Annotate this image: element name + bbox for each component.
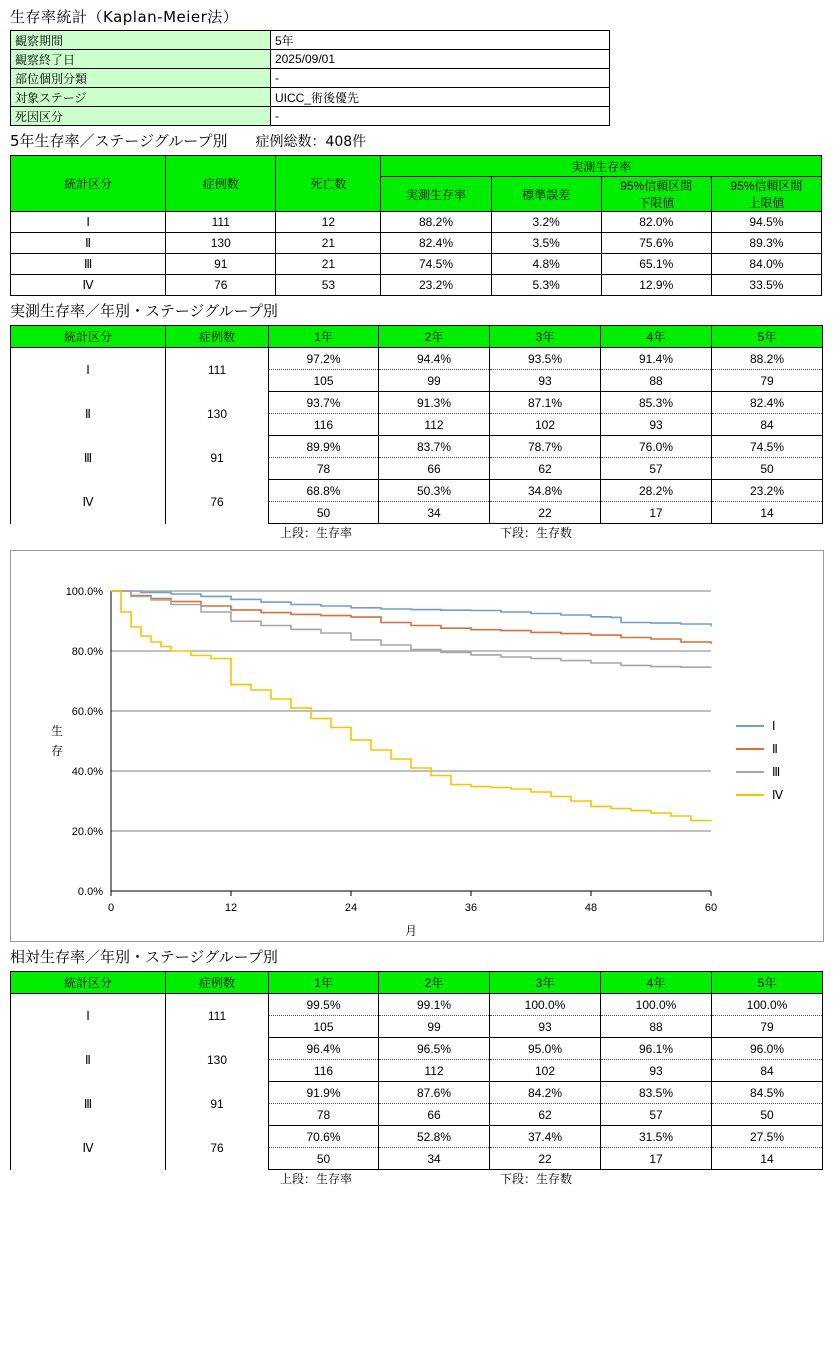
cell-rate-y3: 87.1%: [490, 392, 601, 414]
condition-label: 死因区分: [11, 107, 271, 126]
cell-count-y1: 50: [269, 1148, 379, 1170]
cell-count-y4: 93: [601, 414, 712, 436]
legend-label-2: Ⅱ: [772, 742, 778, 756]
table-header-row: [11, 326, 823, 348]
table-row: [11, 392, 823, 414]
table-row: [11, 212, 822, 233]
summary-total-cases: 症例総数：408件: [255, 134, 367, 150]
table-row: [11, 1038, 823, 1060]
cell-count-y2: 66: [379, 458, 490, 480]
cell-stage: Ⅱ: [11, 1038, 166, 1082]
cell-ci-high: 94.5%: [711, 212, 821, 233]
cell-se: 3.5%: [491, 233, 601, 254]
cell-rate-y2: 83.7%: [379, 436, 490, 458]
y-axis-tick-label: 40.0%: [71, 766, 103, 778]
cell-stage: Ⅰ: [11, 212, 166, 233]
cell-rate-y4: 91.4%: [601, 348, 712, 370]
cell-survival: 74.5%: [381, 254, 491, 275]
condition-value: -: [270, 69, 609, 88]
cell-ci-low: 65.1%: [601, 254, 711, 275]
cell-cases: 91: [166, 1082, 269, 1126]
ci-lower-line2: 下限値: [638, 196, 675, 210]
col-header-year1: 1年: [269, 972, 379, 994]
cell-count-y2: 34: [379, 502, 490, 524]
cell-count-y3: 22: [490, 1148, 601, 1170]
cell-count-y3: 102: [490, 414, 601, 436]
x-axis-tick-label: 12: [224, 902, 238, 914]
y-axis-tick-label: 100.0%: [65, 586, 103, 598]
cell-stage: Ⅲ: [11, 436, 166, 480]
cell-count-y3: 62: [490, 458, 601, 480]
cell-rate-y5: 88.2%: [712, 348, 823, 370]
x-axis-tick-label: 24: [344, 902, 358, 914]
x-axis-tick-label: 60: [704, 902, 718, 914]
cell-cases: 111: [166, 212, 276, 233]
table-row: [11, 233, 822, 254]
cell-stage: Ⅳ: [11, 480, 166, 524]
ci-upper-line1: 95%信頼区間: [730, 179, 803, 193]
cell-count-y5: 79: [712, 1016, 823, 1038]
col-header-cases: 症例数: [166, 156, 276, 212]
cell-se: 4.8%: [491, 254, 601, 275]
observed-table-body: [11, 348, 823, 524]
cell-rate-y4: 85.3%: [601, 392, 712, 414]
summary-section-header: [0, 126, 833, 155]
x-axis-tick-label: 48: [584, 902, 598, 914]
cell-stage: Ⅱ: [11, 233, 166, 254]
cell-rate-y1: 70.6%: [269, 1126, 379, 1148]
col-header-stage: 統計区分: [11, 326, 166, 348]
table-row: [11, 480, 823, 502]
col-header-stage: 統計区分: [11, 156, 166, 212]
condition-label: 対象ステージ: [11, 88, 271, 107]
col-header-ci-upper: [711, 177, 821, 212]
col-header-year4: 4年: [601, 326, 712, 348]
cell-stage: Ⅳ: [11, 275, 166, 296]
observed-survival-table: [10, 325, 823, 524]
cell-count-y4: 17: [601, 1148, 712, 1170]
cell-rate-y4: 96.1%: [601, 1038, 712, 1060]
cell-stage: Ⅰ: [11, 994, 166, 1038]
cell-rate-y2: 87.6%: [379, 1082, 490, 1104]
col-header-survival-rate: 実測生存率: [381, 177, 491, 212]
cell-rate-y5: 100.0%: [712, 994, 823, 1016]
col-header-year3: 3年: [490, 326, 601, 348]
condition-value: 5年: [270, 31, 609, 50]
cell-count-y3: 93: [490, 370, 601, 392]
relative-table-head: [11, 972, 823, 994]
cell-deaths: 53: [276, 275, 381, 296]
cell-count-y1: 78: [269, 458, 379, 480]
col-header-cases: 症例数: [166, 972, 269, 994]
condition-value: -: [270, 107, 609, 126]
cell-rate-y5: 27.5%: [712, 1126, 823, 1148]
cell-rate-y2: 96.5%: [379, 1038, 490, 1060]
col-header-deaths: 死亡数: [276, 156, 381, 212]
cell-rate-y3: 34.8%: [490, 480, 601, 502]
cell-stage: Ⅲ: [11, 254, 166, 275]
cell-count-y1: 105: [269, 370, 379, 392]
table-row: [11, 436, 823, 458]
note-lower: 下段：生存数: [500, 526, 573, 540]
cell-rate-y2: 52.8%: [379, 1126, 490, 1148]
y-axis-title: 生: [50, 724, 64, 738]
cell-ci-high: 33.5%: [711, 275, 821, 296]
cell-count-y1: 78: [269, 1104, 379, 1126]
cell-rate-y5: 84.5%: [712, 1082, 823, 1104]
col-header-year4: 4年: [601, 972, 712, 994]
cell-ci-low: 75.6%: [601, 233, 711, 254]
cell-rate-y2: 94.4%: [379, 348, 490, 370]
cell-rate-y1: 97.2%: [269, 348, 379, 370]
cell-rate-y1: 93.7%: [269, 392, 379, 414]
col-header-group-observed: 実測生存率: [381, 156, 822, 177]
cell-cases: 76: [166, 1126, 269, 1170]
chart-svg: [11, 551, 821, 939]
table-row: [11, 1082, 823, 1104]
cell-cases: 130: [166, 1038, 269, 1082]
cell-count-y5: 50: [712, 458, 823, 480]
cell-survival: 82.4%: [381, 233, 491, 254]
y-axis-tick-label: 80.0%: [71, 646, 103, 658]
cell-rate-y1: 89.9%: [269, 436, 379, 458]
cell-se: 3.2%: [491, 212, 601, 233]
cell-se: 5.3%: [491, 275, 601, 296]
cell-cases: 130: [166, 392, 269, 436]
table-row: [11, 69, 610, 88]
cell-count-y2: 99: [379, 1016, 490, 1038]
cell-cases: 91: [166, 254, 276, 275]
cell-rate-y1: 99.5%: [269, 994, 379, 1016]
table-row: [11, 107, 610, 126]
note-lower: 下段：生存数: [500, 1172, 573, 1186]
cell-count-y4: 88: [601, 1016, 712, 1038]
cell-cases: 111: [166, 994, 269, 1038]
ci-upper-line2: 上限値: [748, 196, 785, 210]
cell-count-y5: 14: [712, 1148, 823, 1170]
cell-count-y5: 50: [712, 1104, 823, 1126]
condition-label: 部位個別分類: [11, 69, 271, 88]
cell-count-y4: 88: [601, 370, 712, 392]
cell-count-y2: 112: [379, 414, 490, 436]
col-header-cases: 症例数: [166, 326, 269, 348]
relative-survival-table: [10, 971, 823, 1170]
legend-label-1: Ⅰ: [772, 719, 776, 733]
kaplan-meier-chart: [10, 550, 824, 942]
cell-count-y1: 105: [269, 1016, 379, 1038]
col-header-year3: 3年: [490, 972, 601, 994]
cell-count-y4: 57: [601, 458, 712, 480]
cell-count-y2: 66: [379, 1104, 490, 1126]
cell-rate-y2: 99.1%: [379, 994, 490, 1016]
y-axis-tick-label: 60.0%: [71, 706, 103, 718]
cell-rate-y3: 78.7%: [490, 436, 601, 458]
cell-rate-y2: 91.3%: [379, 392, 490, 414]
cell-ci-high: 89.3%: [711, 233, 821, 254]
cell-count-y3: 102: [490, 1060, 601, 1082]
cell-rate-y4: 83.5%: [601, 1082, 712, 1104]
cell-rate-y1: 91.9%: [269, 1082, 379, 1104]
cell-count-y4: 17: [601, 502, 712, 524]
cell-count-y3: 93: [490, 1016, 601, 1038]
col-header-ci-lower: [601, 177, 711, 212]
cell-cases: 76: [166, 275, 276, 296]
ci-lower-line1: 95%信頼区間: [620, 179, 693, 193]
cell-count-y3: 62: [490, 1104, 601, 1126]
cell-stage: Ⅰ: [11, 348, 166, 392]
cell-ci-low: 82.0%: [601, 212, 711, 233]
condition-table: [10, 30, 610, 126]
cell-rate-y3: 100.0%: [490, 994, 601, 1016]
table-row: [11, 88, 610, 107]
col-header-year5: 5年: [712, 326, 823, 348]
cell-rate-y5: 82.4%: [712, 392, 823, 414]
cell-count-y4: 57: [601, 1104, 712, 1126]
col-header-year2: 2年: [379, 326, 490, 348]
cell-rate-y4: 31.5%: [601, 1126, 712, 1148]
cell-stage: Ⅲ: [11, 1082, 166, 1126]
cell-ci-low: 12.9%: [601, 275, 711, 296]
x-axis-title: 月: [404, 924, 418, 938]
cell-count-y3: 22: [490, 502, 601, 524]
y-axis-tick-label: 20.0%: [71, 826, 103, 838]
cell-rate-y4: 100.0%: [601, 994, 712, 1016]
cell-count-y2: 99: [379, 370, 490, 392]
cell-deaths: 12: [276, 212, 381, 233]
cell-rate-y3: 95.0%: [490, 1038, 601, 1060]
cell-rate-y2: 50.3%: [379, 480, 490, 502]
summary-title: 5年生存率／ステージグループ別: [10, 132, 228, 150]
cell-cases: 111: [166, 348, 269, 392]
cell-cases: 91: [166, 436, 269, 480]
cell-ci-high: 84.0%: [711, 254, 821, 275]
cell-deaths: 21: [276, 233, 381, 254]
cell-count-y5: 84: [712, 414, 823, 436]
table-row: [11, 254, 822, 275]
relative-table-note: [10, 1170, 833, 1190]
note-upper: 上段：生存率: [280, 1172, 353, 1186]
cell-stage: Ⅱ: [11, 392, 166, 436]
table-row: [11, 50, 610, 69]
col-header-standard-error: 標準誤差: [491, 177, 601, 212]
legend-label-4: Ⅳ: [772, 788, 784, 802]
condition-label: 観察期間: [11, 31, 271, 50]
summary-table-head: [11, 156, 822, 212]
cell-count-y5: 84: [712, 1060, 823, 1082]
cell-count-y1: 50: [269, 502, 379, 524]
observed-title: 実測生存率／年別・ステージグループ別: [10, 302, 278, 320]
cell-rate-y4: 28.2%: [601, 480, 712, 502]
cell-deaths: 21: [276, 254, 381, 275]
cell-stage: Ⅳ: [11, 1126, 166, 1170]
table-row: [11, 994, 823, 1016]
cell-count-y2: 112: [379, 1060, 490, 1082]
cell-cases: 76: [166, 480, 269, 524]
cell-count-y5: 79: [712, 370, 823, 392]
cell-rate-y5: 96.0%: [712, 1038, 823, 1060]
cell-count-y1: 116: [269, 1060, 379, 1082]
col-header-year2: 2年: [379, 972, 490, 994]
legend-label-3: Ⅲ: [772, 765, 781, 779]
condition-value: UICC_術後優先: [270, 88, 609, 107]
cell-survival: 23.2%: [381, 275, 491, 296]
cell-survival: 88.2%: [381, 212, 491, 233]
y-axis-title: 存: [50, 744, 64, 758]
cell-count-y1: 116: [269, 414, 379, 436]
cell-rate-y5: 23.2%: [712, 480, 823, 502]
page-title: 生存率統計（Kaplan-Meier法）: [10, 8, 239, 26]
cell-count-y2: 34: [379, 1148, 490, 1170]
observed-table-note: [10, 524, 833, 544]
y-axis-tick-label: 0.0%: [77, 886, 103, 898]
x-axis-tick-label: 36: [464, 902, 478, 914]
table-row: [11, 31, 610, 50]
cell-rate-y1: 96.4%: [269, 1038, 379, 1060]
observed-table-head: [11, 326, 823, 348]
col-header-year5: 5年: [712, 972, 823, 994]
col-header-stage: 統計区分: [11, 972, 166, 994]
x-axis-tick-label: 0: [107, 902, 115, 914]
note-upper: 上段：生存率: [280, 526, 353, 540]
cell-rate-y3: 37.4%: [490, 1126, 601, 1148]
relative-title: 相対生存率／年別・ステージグループ別: [10, 948, 278, 966]
condition-table-body: [11, 31, 610, 126]
summary-table: [10, 155, 822, 296]
cell-rate-y3: 84.2%: [490, 1082, 601, 1104]
cell-rate-y1: 68.8%: [269, 480, 379, 502]
table-header-row: [11, 156, 822, 177]
table-row: [11, 275, 822, 296]
table-row: [11, 1126, 823, 1148]
relative-table-body: [11, 994, 823, 1170]
table-header-row: [11, 972, 823, 994]
condition-label: 観察終了日: [11, 50, 271, 69]
summary-table-body: [11, 212, 822, 296]
cell-cases: 130: [166, 233, 276, 254]
condition-value: 2025/09/01: [270, 50, 609, 69]
table-row: [11, 348, 823, 370]
cell-count-y4: 93: [601, 1060, 712, 1082]
cell-rate-y3: 93.5%: [490, 348, 601, 370]
cell-rate-y4: 76.0%: [601, 436, 712, 458]
cell-count-y5: 14: [712, 502, 823, 524]
cell-rate-y5: 74.5%: [712, 436, 823, 458]
col-header-year1: 1年: [269, 326, 379, 348]
